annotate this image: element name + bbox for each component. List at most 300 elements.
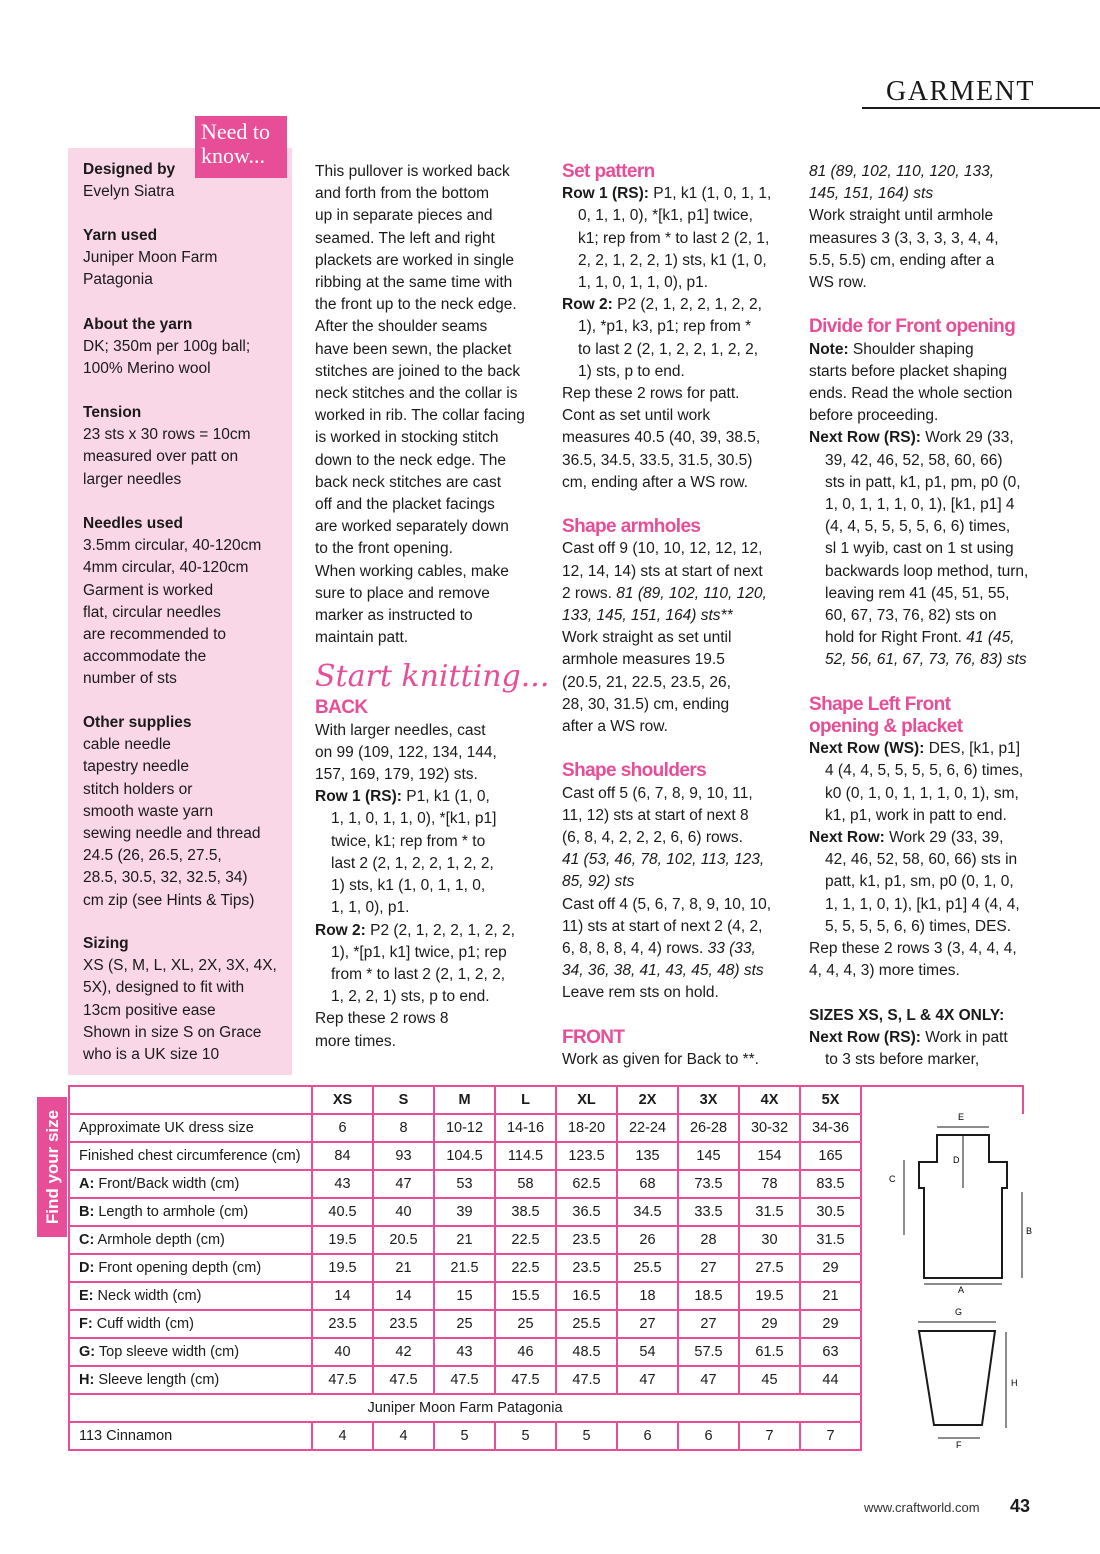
row-label: Next Row: <box>809 829 885 847</box>
table-cell: 47.5 <box>373 1366 434 1394</box>
table-cell: 43 <box>312 1170 373 1198</box>
section-line: 24.5 (26, 26.5, 27.5, <box>83 847 222 865</box>
text-line: 1, 0, 1, 1, 1, 0, 1), [k1, p1] 4 <box>825 496 1015 514</box>
text-line <box>809 427 1049 449</box>
text-line <box>562 871 802 893</box>
row-text: Shoulder shaping <box>848 340 974 358</box>
table-cell: 40 <box>312 1338 373 1366</box>
text-line: Rep these 2 rows 3 (3, 4, 4, 4, <box>809 940 1017 958</box>
table-cell: 5 <box>556 1422 617 1450</box>
measurement-text: Top sleeve width (cm) <box>95 1344 240 1360</box>
needles-section <box>83 513 288 691</box>
table-header-row <box>69 1086 1023 1114</box>
text-line: 42, 46, 52, 58, 60, 66) sts in <box>825 851 1018 869</box>
table-cell: 39 <box>434 1198 495 1226</box>
text-line: 11, 12) sts at start of next 8 <box>562 806 749 824</box>
text-line <box>809 738 1049 760</box>
intro-line: This pullover is worked back <box>315 163 510 180</box>
table-cell: 48.5 <box>556 1338 617 1366</box>
measurement-label <box>69 1254 312 1282</box>
table-cell: 135 <box>617 1142 678 1170</box>
table-cell: 18.5 <box>678 1282 739 1310</box>
table-cell: 22-24 <box>617 1114 678 1142</box>
table-cell: 22.5 <box>495 1226 556 1254</box>
table-cell: 58 <box>495 1170 556 1198</box>
text-line: 1, 1, 0, 1, 1, 0), *[k1, p1] <box>331 810 497 828</box>
text-line: cm, ending after a WS row. <box>562 473 749 491</box>
row-text: P2 (2, 1, 2, 2, 1, 2, 2, <box>612 296 762 314</box>
text-line <box>809 339 1049 361</box>
table-cell: 18-20 <box>556 1114 617 1142</box>
table-cell: 16.5 <box>556 1282 617 1310</box>
table-cell: 30 <box>739 1226 800 1254</box>
size-header: M <box>434 1086 495 1114</box>
measurement-key: B: <box>79 1204 95 1220</box>
row-text: Work 29 (33, <box>920 429 1014 447</box>
measurement-label <box>69 1142 312 1170</box>
table-cell: 47.5 <box>556 1366 617 1394</box>
start-knitting-heading: Start knitting... <box>315 659 550 695</box>
text-line <box>562 938 802 960</box>
measurement-text: Sleeve length (cm) <box>94 1372 220 1388</box>
row-label: Next Row (RS): <box>809 429 921 447</box>
section-heading: Other supplies <box>83 714 192 731</box>
header-blank-cell <box>69 1086 312 1114</box>
table-cell: 25.5 <box>617 1254 678 1282</box>
page-number: 43 <box>1010 1496 1031 1516</box>
table-cell: 14-16 <box>495 1114 556 1142</box>
row-text: P2 (2, 1, 2, 2, 1, 2, 2, <box>365 921 515 939</box>
section-line: 4mm circular, 40-120cm <box>83 559 249 577</box>
table-cell: 78 <box>739 1170 800 1198</box>
table-cell: 30.5 <box>800 1198 861 1226</box>
yarn-shade-label: 113 Cinnamon <box>69 1422 312 1450</box>
shape-left-front-heading: opening & placket <box>809 716 963 738</box>
text-line: 28, 30, 31.5) cm, ending <box>562 695 730 713</box>
measurement-key: D: <box>79 1260 95 1276</box>
table-cell: 5 <box>495 1422 556 1450</box>
text-line <box>562 294 802 316</box>
measurement-text: Cuff width (cm) <box>92 1316 194 1332</box>
table-cell: 6 <box>678 1422 739 1450</box>
text-line: after a WS row. <box>562 718 668 736</box>
intro-line: have been sewn, the placket <box>315 340 512 358</box>
measurement-text: Front opening depth (cm) <box>94 1260 262 1276</box>
section-heading: Needles used <box>83 515 183 532</box>
table-cell: 4 <box>373 1422 434 1450</box>
column-2 <box>562 161 802 1071</box>
section-line: Shown in size S on Grace <box>83 1023 262 1041</box>
diagram-label-g: G <box>955 1307 963 1317</box>
text-line: Work straight until armhole <box>809 207 994 225</box>
text-line <box>562 183 802 205</box>
intro-line: After the shoulder seams <box>315 318 488 336</box>
table-cell: 31.5 <box>800 1226 861 1254</box>
text-line <box>315 786 550 808</box>
text-line <box>809 161 1049 183</box>
section-line: 3.5mm circular, 40-120cm <box>83 537 262 555</box>
text-line: twice, k1; rep from * to <box>331 832 486 850</box>
text-line: k1; rep from * to last 2 (2, 1, <box>578 229 770 247</box>
diagram-label-e: E <box>958 1112 965 1122</box>
text-line: Rep these 2 rows 8 <box>315 1010 449 1028</box>
table-cell: 21.5 <box>434 1254 495 1282</box>
text-line: more times. <box>315 1032 396 1050</box>
section-heading: Tension <box>83 404 142 421</box>
table-cell: 40.5 <box>312 1198 373 1226</box>
text-line: to last 2 (2, 1, 2, 2, 1, 2, 2, <box>578 340 759 358</box>
divide-front-heading: Divide for Front opening <box>809 316 1016 338</box>
stitch-count: 52, 56, 61, 67, 73, 76, 83) sts <box>825 651 1027 669</box>
intro-line: to the front opening. <box>315 540 453 558</box>
designed-by-section <box>83 159 288 203</box>
table-row <box>69 1254 1023 1282</box>
text-line: Cast off 5 (6, 7, 8, 9, 10, 11, <box>562 784 753 802</box>
size-header: 2X <box>617 1086 678 1114</box>
need-to-know-tag-line: Need to <box>201 119 271 144</box>
diagram-label-b: B <box>1026 1226 1033 1236</box>
text-line: 1, 1, 1, 0, 1), [k1, p1] 4 (4, 4, <box>825 895 1020 913</box>
text-line <box>562 849 802 871</box>
section-line: Juniper Moon Farm <box>83 249 218 267</box>
text-run: 2 rows. <box>562 584 617 602</box>
section-line: 23 sts x 30 rows = 10cm <box>83 426 251 444</box>
text-line: 1, 2, 2, 1) sts, p to end. <box>331 988 490 1006</box>
yarn-heading-row <box>69 1394 1023 1422</box>
row-text: P1, k1 (1, 0, 1, 1, <box>648 185 772 203</box>
section-heading: Designed by <box>83 161 176 178</box>
measurement-text: Finished chest circumference (cm) <box>79 1148 301 1164</box>
table-cell: 19.5 <box>312 1254 373 1282</box>
intro-line: ribbing at the same time with <box>315 274 513 292</box>
table-cell: 23.5 <box>373 1310 434 1338</box>
intro-line: are worked separately down <box>315 518 509 536</box>
table-row <box>69 1310 1023 1338</box>
table-cell: 7 <box>739 1422 800 1450</box>
table-cell: 34-36 <box>800 1114 861 1142</box>
stitch-count: 41 (53, 46, 78, 102, 113, 123, <box>562 851 765 869</box>
table-row <box>69 1366 1023 1394</box>
table-cell: 47 <box>617 1366 678 1394</box>
table-cell: 46 <box>495 1338 556 1366</box>
table-cell: 104.5 <box>434 1142 495 1170</box>
row-text: Work in patt <box>920 1028 1008 1046</box>
text-line: before proceeding. <box>809 407 939 425</box>
table-cell: 29 <box>800 1310 861 1338</box>
measurement-key: C: <box>79 1232 95 1248</box>
text-line <box>809 827 1049 849</box>
measurement-key: G: <box>79 1344 96 1360</box>
intro-line: the front up to the neck edge. <box>315 296 517 314</box>
table-row <box>69 1422 1023 1450</box>
text-line: patt, k1, p1, sm, p0 (0, 1, 0, <box>825 873 1014 891</box>
table-cell: 27 <box>678 1254 739 1282</box>
sizes-label: SIZES XS, S, L & 4X ONLY: <box>809 1006 1005 1024</box>
text-line: to 3 sts before marker, <box>825 1051 980 1069</box>
text-line: 12, 14, 14) sts at start of next <box>562 562 763 580</box>
table-row <box>69 1282 1023 1310</box>
measurement-label <box>69 1338 312 1366</box>
text-line: from * to last 2 (2, 1, 2, 2, <box>331 965 506 983</box>
text-line: 1) sts, p to end. <box>578 362 685 380</box>
table-cell: 23.5 <box>556 1226 617 1254</box>
shoulders-heading: Shape shoulders <box>562 760 707 782</box>
table-cell: 21 <box>373 1254 434 1282</box>
text-line: 1), *[p1, k1] twice, p1; rep <box>331 943 507 961</box>
sizing-section <box>83 933 288 1066</box>
intro-line: plackets are worked in single <box>315 251 515 269</box>
table-cell: 8 <box>373 1114 434 1142</box>
text-line: Cast off 9 (10, 10, 12, 12, 12, <box>562 540 763 558</box>
table-cell: 63 <box>800 1338 861 1366</box>
text-line: 5.5, 5.5) cm, ending after a <box>809 251 995 269</box>
table-cell: 68 <box>617 1170 678 1198</box>
size-header: XL <box>556 1086 617 1114</box>
row-label: Row 2: <box>562 296 613 314</box>
table-cell: 25 <box>495 1310 556 1338</box>
table-cell: 19.5 <box>739 1282 800 1310</box>
intro-line: off and the placket facings <box>315 496 495 514</box>
table-cell: 62.5 <box>556 1170 617 1198</box>
size-header: 3X <box>678 1086 739 1114</box>
table-cell: 93 <box>373 1142 434 1170</box>
table-row <box>69 1114 1023 1142</box>
table-cell: 42 <box>373 1338 434 1366</box>
table-cell: 47.5 <box>312 1366 373 1394</box>
measurement-key: A: <box>79 1176 95 1192</box>
back-heading: BACK <box>315 697 368 719</box>
table-cell: 20.5 <box>373 1226 434 1254</box>
table-cell: 27 <box>678 1310 739 1338</box>
section-line: XS (S, M, L, XL, 2X, 3X, 4X, <box>83 957 277 975</box>
measurement-label <box>69 1366 312 1394</box>
text-line <box>315 920 550 942</box>
intro-line: stitches are joined to the back <box>315 362 521 380</box>
footer-url[interactable]: www.craftworld.com <box>864 1500 980 1515</box>
column-3 <box>809 161 1049 1071</box>
table-cell: 4 <box>312 1422 373 1450</box>
intro-line: and forth from the bottom <box>315 185 490 203</box>
measurement-text: Front/Back width (cm) <box>94 1176 240 1192</box>
stitch-count: 34, 36, 38, 41, 43, 45, 48) sts <box>562 962 764 980</box>
intro-line: back neck stitches are cast <box>315 473 502 491</box>
text-line <box>562 605 802 627</box>
intro-line: marker as instructed to <box>315 607 473 625</box>
measurement-key: H: <box>79 1372 95 1388</box>
text-line: armhole measures 19.5 <box>562 651 725 669</box>
text-line: starts before placket shaping <box>809 362 1008 380</box>
text-line: k0 (0, 1, 0, 1, 1, 1, 0, 1), sm, <box>825 784 1019 802</box>
diagram-label-c: C <box>889 1174 896 1184</box>
text-line: 2, 2, 1, 2, 2, 1) sts, k1 (1, 0, <box>578 251 767 269</box>
table-cell: 15 <box>434 1282 495 1310</box>
intro-line: worked in rib. The collar facing <box>315 407 525 425</box>
text-line: measures 3 (3, 3, 3, 3, 4, 4, <box>809 229 999 247</box>
stitch-count: 33 (33, <box>707 940 756 958</box>
stitch-count: 133, 145, 151, 164) sts** <box>562 607 733 625</box>
text-line: ends. Read the whole section <box>809 385 1013 403</box>
text-line: (6, 8, 4, 2, 2, 2, 6, 6) rows. <box>562 829 743 847</box>
text-line: 60, 67, 73, 76, 82) sts on <box>825 607 997 625</box>
table-row <box>69 1198 1023 1226</box>
row-label: Next Row (WS): <box>809 740 925 758</box>
section-line: Patagonia <box>83 271 153 289</box>
table-cell: 10-12 <box>434 1114 495 1142</box>
table-cell: 57.5 <box>678 1338 739 1366</box>
text-line: (4, 4, 5, 5, 5, 5, 6, 6) times, <box>825 518 1011 536</box>
table-cell: 23.5 <box>556 1254 617 1282</box>
table-row <box>69 1142 1023 1170</box>
text-line: 0, 1, 1, 0), *[k1, p1] twice, <box>578 207 753 225</box>
section-line: smooth waste yarn <box>83 802 214 820</box>
set-pattern-heading: Set pattern <box>562 161 655 182</box>
table-cell: 31.5 <box>739 1198 800 1226</box>
shape-left-front-heading: Shape Left Front <box>809 693 951 715</box>
table-cell: 154 <box>739 1142 800 1170</box>
text-line: 1), *p1, k3, p1; rep from * <box>578 318 752 336</box>
table-row <box>69 1338 1023 1366</box>
table-cell: 83.5 <box>800 1170 861 1198</box>
column-1 <box>315 161 550 1053</box>
text-line: Work straight as set until <box>562 629 732 647</box>
section-line: Garment is worked <box>83 581 214 599</box>
section-line: cm zip (see Hints & Tips) <box>83 891 255 909</box>
table-cell: 33.5 <box>678 1198 739 1226</box>
table-cell: 29 <box>739 1310 800 1338</box>
text-line: 36.5, 34.5, 33.5, 31.5, 30.5) <box>562 451 753 469</box>
text-line: 4, 4, 4, 3) more times. <box>809 962 960 980</box>
table-row <box>69 1170 1023 1198</box>
stitch-count: 41 (45, <box>966 629 1015 647</box>
measurement-text: Armhole depth (cm) <box>94 1232 225 1248</box>
text-line: Rep these 2 rows for patt. <box>562 385 740 403</box>
row-text: Work 29 (33, 39, <box>884 829 1004 847</box>
section-line: 100% Merino wool <box>83 360 211 378</box>
text-line: Leave rem sts on hold. <box>562 984 719 1002</box>
text-line <box>562 583 802 605</box>
section-line: stitch holders or <box>83 780 193 798</box>
table-cell: 25 <box>434 1310 495 1338</box>
text-line: 11) sts at start of next 2 (4, 2, <box>562 917 763 935</box>
sleeve-outline <box>919 1331 995 1425</box>
section-heading: Yarn used <box>83 227 158 244</box>
other-supplies-section <box>83 712 288 912</box>
text-line <box>809 1027 1049 1049</box>
measurement-label <box>69 1226 312 1254</box>
measurement-label <box>69 1114 312 1142</box>
section-line: number of sts <box>83 670 177 688</box>
table-cell: 123.5 <box>556 1142 617 1170</box>
section-line: flat, circular needles <box>83 603 221 621</box>
section-line: Evelyn Siatra <box>83 183 175 201</box>
section-heading: Sizing <box>83 935 129 952</box>
table-cell: 40 <box>373 1198 434 1226</box>
stitch-count: 81 (89, 102, 110, 120, <box>616 584 767 602</box>
stitch-count: 81 (89, 102, 110, 120, 133, <box>809 163 995 180</box>
section-line: DK; 350m per 100g ball; <box>83 338 251 356</box>
garment-schematic <box>882 1100 1042 1470</box>
table-cell: 47 <box>373 1170 434 1198</box>
diagram-label-h: H <box>1011 1378 1018 1388</box>
text-line: WS row. <box>809 274 867 292</box>
table-cell: 29 <box>800 1254 861 1282</box>
table-cell: 38.5 <box>495 1198 556 1226</box>
table-cell: 114.5 <box>495 1142 556 1170</box>
row-label: Row 2: <box>315 921 366 939</box>
text-line: Cont as set until work <box>562 407 711 425</box>
table-cell: 15.5 <box>495 1282 556 1310</box>
text-line <box>809 649 1049 671</box>
table-cell: 19.5 <box>312 1226 373 1254</box>
text-line <box>809 183 1049 205</box>
table-cell: 34.5 <box>617 1198 678 1226</box>
section-line: measured over patt on <box>83 448 239 466</box>
text-line: With larger needles, cast <box>315 721 486 739</box>
table-cell: 30-32 <box>739 1114 800 1142</box>
need-to-know-tag-line: know... <box>201 143 265 168</box>
text-line: sl 1 wyib, cast on 1 st using <box>825 540 1014 558</box>
table-cell: 14 <box>312 1282 373 1310</box>
table-cell: 43 <box>434 1338 495 1366</box>
intro-line: neck stitches and the collar is <box>315 385 518 403</box>
text-line: leaving rem 41 (45, 51, 55, <box>825 584 1010 602</box>
diagram-label-f: F <box>956 1440 962 1450</box>
text-line <box>809 627 1049 649</box>
front-heading: FRONT <box>562 1026 625 1048</box>
section-line: accommodate the <box>83 648 207 666</box>
table-cell: 54 <box>617 1338 678 1366</box>
text-line: backwards loop method, turn, <box>825 562 1029 580</box>
stitch-count: 85, 92) sts <box>562 873 635 891</box>
text-run: 6, 8, 8, 8, 4, 4) rows. <box>562 940 708 958</box>
size-header: 5X <box>800 1086 861 1114</box>
table-cell: 47 <box>678 1366 739 1394</box>
table-cell: 84 <box>312 1142 373 1170</box>
table-cell: 21 <box>800 1282 861 1310</box>
section-rule <box>862 107 1100 109</box>
section-line: 28.5, 30.5, 32, 32.5, 34) <box>83 869 248 887</box>
intro-line: up in separate pieces and <box>315 207 493 225</box>
about-yarn-section <box>83 314 288 381</box>
section-line: tapestry needle <box>83 758 189 776</box>
table-cell: 27 <box>617 1310 678 1338</box>
intro-line: maintain patt. <box>315 629 409 647</box>
find-your-size-label: Find your size <box>43 1109 62 1225</box>
armholes-heading: Shape armholes <box>562 516 701 538</box>
section-line: cable needle <box>83 736 171 754</box>
intro-line: sure to place and remove <box>315 584 490 602</box>
section-line: are recommended to <box>83 626 227 644</box>
row-label: Row 1 (RS): <box>562 185 649 203</box>
text-line <box>562 960 802 982</box>
text-line: last 2 (2, 1, 2, 2, 1, 2, 2, <box>331 854 494 872</box>
yarn-used-section <box>83 225 288 292</box>
table-cell: 6 <box>617 1422 678 1450</box>
stitch-count: 145, 151, 164) sts <box>809 185 934 203</box>
table-cell: 14 <box>373 1282 434 1310</box>
text-run: hold for Right Front. <box>825 629 967 647</box>
text-line: 4 (4, 4, 5, 5, 5, 5, 6, 6) times, <box>825 762 1024 780</box>
section-heading: About the yarn <box>83 316 193 333</box>
table-cell: 5 <box>434 1422 495 1450</box>
table-cell: 61.5 <box>739 1338 800 1366</box>
table-cell: 28 <box>678 1226 739 1254</box>
row-label: Note: <box>809 340 849 358</box>
row-label: Next Row (RS): <box>809 1028 921 1046</box>
yarn-heading: Juniper Moon Farm Patagonia <box>69 1394 861 1422</box>
table-row <box>69 1226 1023 1254</box>
table-cell: 21 <box>434 1226 495 1254</box>
